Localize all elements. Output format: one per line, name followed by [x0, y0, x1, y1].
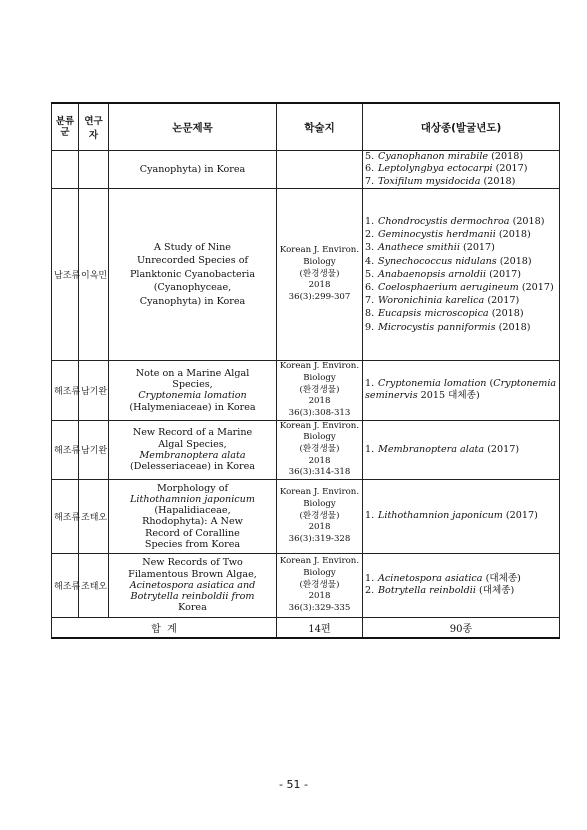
- species-year: (2018): [498, 229, 531, 241]
- species-cell: [363, 151, 560, 189]
- species-item: [365, 321, 557, 334]
- species-year: (2017): [487, 443, 520, 455]
- species-item: [365, 573, 557, 585]
- species-cell: [363, 553, 560, 617]
- species-paren: (: [486, 378, 494, 390]
- species-item: [365, 215, 557, 228]
- total-label: 합 계: [52, 617, 277, 638]
- total-papers: 14편: [277, 617, 363, 638]
- species-number: 1.: [365, 510, 375, 522]
- category-cell: [52, 151, 79, 189]
- species-name: Cyanophanon mirabile: [378, 151, 489, 162]
- title-line: (Hapalidiaceae,: [154, 505, 231, 517]
- species-number: 1.: [365, 443, 375, 455]
- title-line: (Cyanophyceae,: [153, 282, 232, 294]
- species-item: [365, 151, 557, 163]
- title-cell: [109, 553, 277, 617]
- title-line: New Record of a Marine: [132, 427, 253, 439]
- species-name: Chondrocystis dermochroa: [378, 215, 510, 227]
- journal-line: 2018: [308, 455, 331, 466]
- title-line: (Delesseriaceae) in Korea: [130, 461, 255, 473]
- species-name: Toxifilum mysidocida: [378, 175, 481, 187]
- species-name: Anathece smithii: [378, 242, 460, 254]
- journal-line: 36(3):329-335: [288, 602, 351, 613]
- total-row: [52, 617, 560, 638]
- species-name: Microcystis panniformis: [378, 321, 496, 333]
- species-cell: [363, 360, 560, 420]
- journal-line: Biology: [303, 498, 336, 509]
- title-line: Planktonic Cyanobacteria: [129, 268, 256, 280]
- species-name: Geminocystis herdmanii: [378, 229, 496, 241]
- species-number: 7.: [365, 295, 375, 307]
- journal-line: 2018: [308, 396, 331, 407]
- journal-line: 2018: [308, 280, 331, 291]
- species-name: Acinetospora asiatica: [378, 573, 483, 585]
- total-species: 90종: [363, 617, 560, 638]
- species-item: [365, 307, 557, 320]
- species-item: [365, 585, 557, 597]
- title-cell: [109, 420, 277, 479]
- species-number: 6.: [365, 281, 375, 293]
- title-line: Korea: [178, 602, 207, 614]
- species-name: Leptolyngbya ectocarpi: [378, 163, 493, 175]
- table-row: [52, 420, 560, 479]
- species-replaced-epithet: seminervis: [365, 390, 418, 402]
- journal-line: (환경생물): [299, 510, 340, 521]
- journal-line: 36(3):319-328: [288, 533, 351, 544]
- species-item: [365, 378, 557, 390]
- title-line: Botrytella reinboldii from: [130, 590, 255, 602]
- species-item: [365, 241, 557, 254]
- journal-cell: [277, 151, 363, 189]
- table-row: [52, 479, 560, 553]
- species-item-continued: [365, 390, 557, 402]
- header-category-text: 분류군: [55, 116, 75, 138]
- title-line: Cryptonemia lomation: [138, 390, 247, 402]
- species-item: [365, 268, 557, 281]
- category-cell: 해조류: [52, 420, 79, 479]
- species-year: (대체종): [478, 585, 515, 597]
- species-name: Woronichinia karelica: [378, 295, 485, 307]
- table-row: [52, 360, 560, 420]
- species-name: Cryptonemia lomation: [378, 378, 487, 390]
- species-number: 7.: [365, 175, 375, 187]
- species-year: (2017): [505, 510, 538, 522]
- species-item: [365, 444, 557, 456]
- title-line: Record of Coralline: [145, 527, 240, 539]
- category-cell: 남조류: [52, 188, 79, 360]
- title-line: Filamentous Brown Algae,: [128, 568, 257, 580]
- researcher-cell: 조태오: [79, 479, 109, 553]
- title-line: Lithothamnion japonicum: [130, 493, 255, 505]
- species-item: [365, 228, 557, 241]
- species-year: (2018): [498, 321, 531, 333]
- species-number: 1.: [365, 378, 375, 390]
- header-species-text: 대상종(발굴년도): [420, 121, 502, 134]
- title-line: Note on a Marine Algal: [135, 367, 250, 379]
- species-name: Coelosphaerium aerugineum: [378, 281, 519, 293]
- title-cell: [109, 151, 277, 189]
- journal-cell: [277, 420, 363, 479]
- species-replaced-name: Cryptonemia: [493, 378, 557, 390]
- header-category: [52, 103, 79, 151]
- title-line: Species from Korea: [144, 538, 241, 550]
- species-name: Synechococcus nidulans: [378, 255, 497, 267]
- journal-line: Biology: [303, 567, 336, 578]
- header-journal-text: 학술지: [304, 121, 335, 134]
- title-line: Acinetospora asiatica and: [129, 579, 256, 591]
- species-number: 2.: [365, 229, 375, 241]
- species-number: 3.: [365, 242, 375, 254]
- species-name: Membranoptera alata: [378, 443, 485, 455]
- journal-line: (환경생물): [299, 444, 340, 455]
- journal-line: (환경생물): [299, 579, 340, 590]
- journal-cell: [277, 188, 363, 360]
- researcher-cell: 이옥민: [79, 188, 109, 360]
- species-item: [365, 255, 557, 268]
- species-item: [365, 281, 557, 294]
- journal-cell: [277, 479, 363, 553]
- journal-line: 2018: [308, 591, 331, 602]
- title-line: Cyanophyta) in Korea: [139, 295, 246, 307]
- researcher-cell: 남기완: [79, 360, 109, 420]
- title-line: Unrecorded Species of: [136, 255, 249, 267]
- title-cell: [109, 360, 277, 420]
- species-year: (2017): [462, 242, 495, 254]
- species-year: (2017): [495, 163, 528, 175]
- species-cell: [363, 420, 560, 479]
- title-line: Membranoptera alata: [139, 449, 246, 461]
- header-title-text: 논문제목: [172, 121, 213, 134]
- species-number: 4.: [365, 255, 375, 267]
- species-year: (2018): [483, 175, 516, 187]
- title-line: Morphology of: [156, 482, 229, 494]
- title-line: Cyanophyta) in Korea: [139, 163, 246, 175]
- journal-line: Korean J. Environ.: [279, 556, 360, 567]
- journal-line: Biology: [303, 432, 336, 443]
- species-name: Lithothamnion japonicum: [378, 510, 503, 522]
- species-name: Botrytella reinboldii: [378, 585, 476, 597]
- page-number: - 51 -: [279, 778, 308, 791]
- species-item: [365, 294, 557, 307]
- species-item: [365, 176, 557, 188]
- species-year: (2018): [491, 308, 524, 320]
- species-year: (2017): [487, 295, 520, 307]
- table-row: [52, 151, 560, 189]
- species-number: 5.: [365, 151, 375, 162]
- title-line: A Study of Nine: [154, 241, 231, 253]
- journal-line: Korean J. Environ.: [279, 245, 360, 256]
- journal-cell: [277, 360, 363, 420]
- species-year: (대체종): [485, 573, 521, 585]
- title-cell: [109, 188, 277, 360]
- title-cell: [109, 479, 277, 553]
- journal-line: Korean J. Environ.: [279, 420, 360, 431]
- journal-line: 36(3):308-313: [288, 407, 351, 418]
- species-note: 2015 대체종): [417, 390, 480, 402]
- journal-line: 2018: [308, 522, 331, 533]
- species-cell: [363, 188, 560, 360]
- header-species: [363, 103, 560, 151]
- species-name: Anabaenopsis arnoldii: [378, 268, 487, 280]
- species-number: 5.: [365, 268, 375, 280]
- species-year: (2018): [499, 255, 532, 267]
- species-year: (2018): [491, 151, 524, 162]
- journal-cell: [277, 553, 363, 617]
- header-title: [109, 103, 277, 151]
- species-number: 1.: [365, 573, 375, 585]
- journal-line: Biology: [303, 257, 336, 267]
- category-cell: 해조류: [52, 553, 79, 617]
- title-line: (Halymeniaceae) in Korea: [129, 401, 256, 413]
- species-number: 6.: [365, 163, 375, 175]
- species-cell: [363, 479, 560, 553]
- title-line: Rhodophyta): A New: [142, 516, 243, 528]
- species-number: 9.: [365, 321, 375, 333]
- species-item: [365, 510, 557, 522]
- title-line: New Records of Two: [142, 557, 243, 569]
- species-record-table: [51, 102, 560, 639]
- species-number: 1.: [365, 215, 375, 227]
- title-line: Algal Species,: [158, 438, 227, 450]
- journal-line: 36(3):314-318: [288, 467, 351, 478]
- species-year: (2018): [512, 215, 545, 227]
- header-researcher: [79, 103, 109, 151]
- journal-line: 36(3):299-307: [288, 291, 351, 302]
- journal-line: (환경생물): [299, 384, 340, 395]
- species-name: Eucapsis microscopica: [378, 308, 489, 320]
- category-cell: 해조류: [52, 360, 79, 420]
- species-year: (2017): [489, 268, 522, 280]
- header-researcher-text: 연구자: [84, 116, 103, 141]
- journal-line: Biology: [303, 373, 336, 383]
- category-cell: 해조류: [52, 479, 79, 553]
- title-line: Species,: [172, 379, 213, 391]
- species-year: (2017): [521, 281, 554, 293]
- journal-line: Korean J. Environ.: [279, 361, 360, 372]
- species-item: [365, 163, 557, 175]
- journal-line: (환경생물): [299, 268, 340, 279]
- researcher-cell: [79, 151, 109, 189]
- table-header-row: [52, 103, 560, 151]
- table-row: [52, 553, 560, 617]
- journal-line: Korean J. Environ.: [279, 487, 360, 498]
- species-number: 8.: [365, 308, 375, 320]
- researcher-cell: 조태오: [79, 553, 109, 617]
- species-number: 2.: [365, 585, 375, 597]
- header-journal: [277, 103, 363, 151]
- table-row: [52, 188, 560, 360]
- researcher-cell: 남기완: [79, 420, 109, 479]
